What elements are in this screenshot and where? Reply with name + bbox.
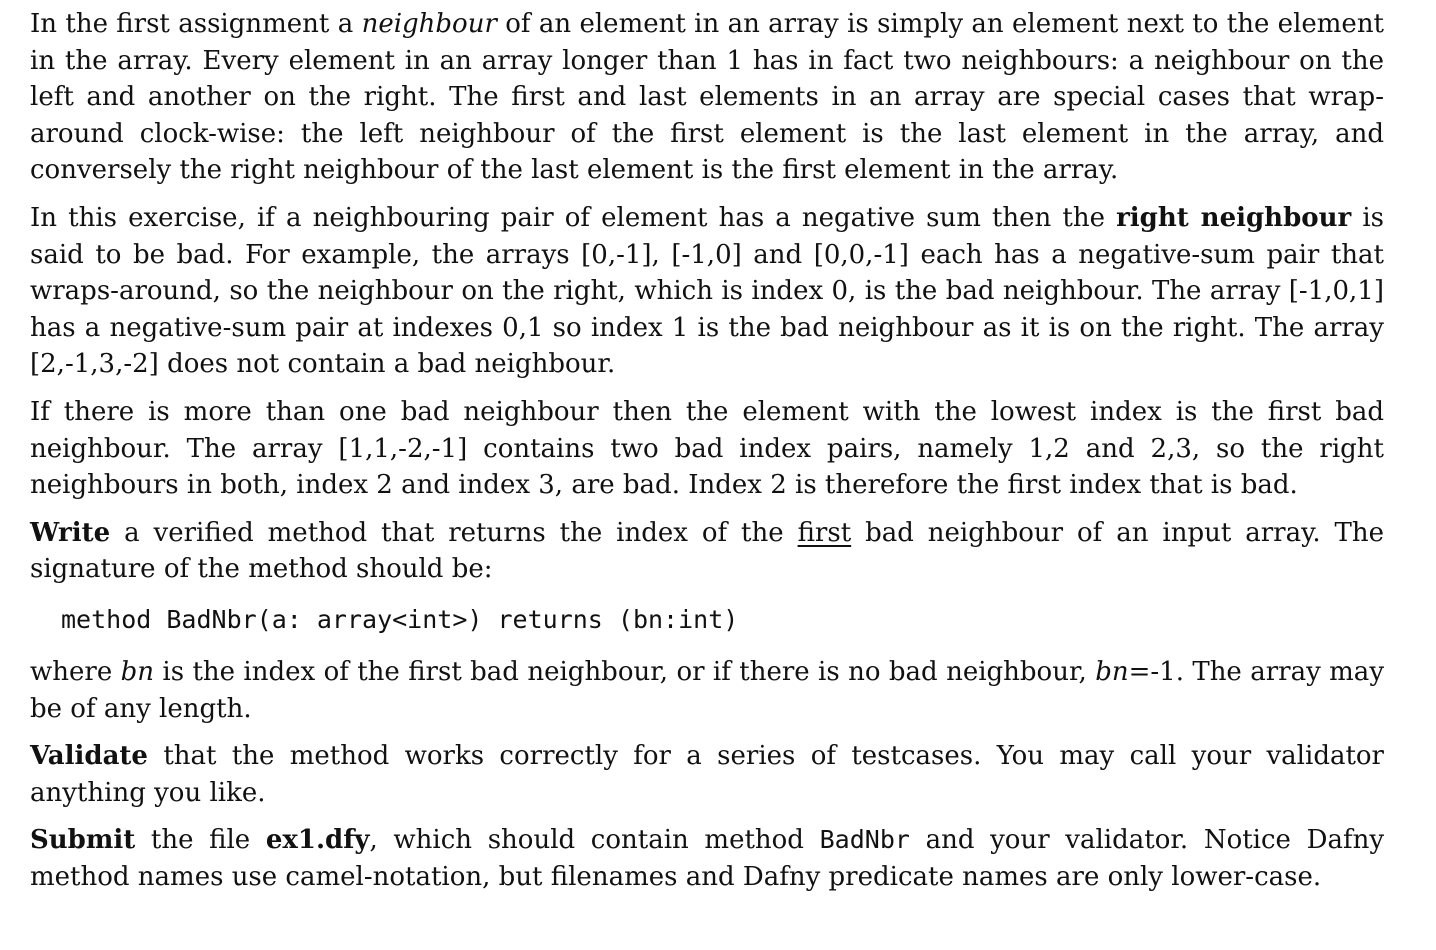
text: and your validator. Notice Dafny method names use camel-notation, but filenames and Dafny predicate names are only lower-case. — [30, 825, 1385, 892]
bold-filename: ex1.dfy — [265, 825, 370, 856]
assignment-document — [30, 6, 1384, 906]
bold-submit: Submit — [30, 825, 136, 856]
paragraph-neighbour-definition — [30, 6, 1384, 189]
text: In this exercise, if a neighbouring pair of element has a negative sum then the — [30, 202, 1117, 233]
paragraph-bad-neighbour-definition — [30, 200, 1384, 383]
text: , which should contain method — [369, 825, 820, 856]
bold-validate: Validate — [30, 741, 148, 772]
text: where — [30, 656, 121, 687]
text: =-1. The array may be of any length. — [30, 656, 1385, 724]
paragraph-write-instruction — [30, 515, 1384, 588]
bold-write: Write — [30, 517, 111, 548]
emphasis-neighbour: neighbour — [361, 9, 497, 39]
emphasis-bn: bn — [1095, 656, 1129, 687]
emphasis-bn: bn — [120, 656, 154, 687]
underlined-first: first — [797, 517, 852, 548]
text: the file — [135, 825, 266, 856]
text: of an element in an array is simply an element next to the element in the array. Every element in an array longer than 1 has in fact two neighbours: a neighbour on the left and another on the right. The first and last elements in an array are special cases that wrap-around clock-wise: the left neighbour of the first element is the last element in the array, and conversely the right neighbour of the last element is the first element in the array. — [30, 9, 1385, 186]
bold-right-neighbour: right neighbour — [1116, 202, 1352, 233]
paragraph-validate-instruction — [30, 738, 1384, 811]
text: that the method works correctly for a series of testcases. You may call your validator anything you like. — [30, 741, 1384, 808]
code-method-name: BadNbr — [819, 825, 910, 855]
text: In the first assignment a — [30, 9, 362, 39]
text: is the index of the first bad neighbour, or if there is no bad neighbour, — [154, 656, 1096, 687]
method-signature-code: method BadNbr(a: array<int>) returns (bn:int) — [61, 604, 739, 634]
text: bad neighbour of an input array. The signature of the method should be: — [30, 517, 1385, 585]
text: a verified method that returns the index of the — [110, 517, 798, 548]
text: is said to be bad. For example, the arrays [0,-1], [-1,0] and [0,0,-1] each has a negative-sum pair that wraps-around, so the neighbour on the right, which is index 0, is the bad neighbour. The array [-1,0,1] has a negative-sum pair at indexes 0,1 so index 1 is the bad neighbour as it is on the right. The array [2,-1,3,-2] does not contain a bad neighbour. — [30, 202, 1384, 380]
paragraph-multiple-bad-neighbours — [30, 394, 1384, 504]
paragraph-return-value — [30, 654, 1384, 727]
paragraph-submit-instruction — [30, 822, 1384, 895]
text: If there is more than one bad neighbour then the element with the lowest index is the first bad neighbour. The array [1,1,-2,-1] contains two bad index pairs, namely 1,2 and 2,3, so the right neighbours in both, index 2 and index 3, are bad. Index 2 is therefore the first index that is bad. — [30, 396, 1384, 501]
